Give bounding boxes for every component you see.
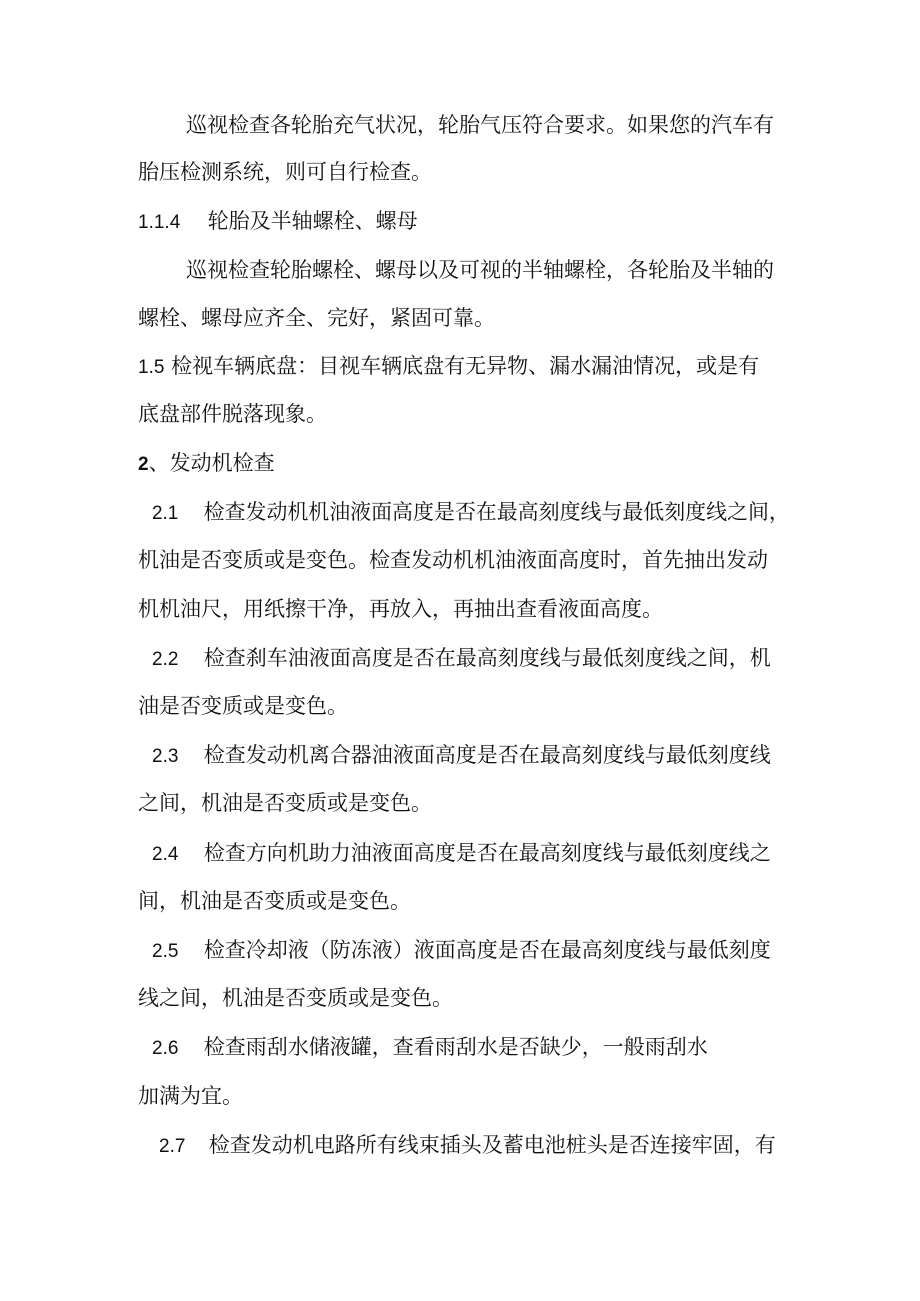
item-2-1-line-1 bbox=[152, 497, 790, 527]
section-text: 检视车辆底盘：目视车辆底盘有无异物、漏水漏油情况，或是有 bbox=[171, 354, 760, 378]
item-number: 2.1 bbox=[152, 503, 179, 524]
item-text: 检查发动机机油液面高度是否在最高刻度线与最低刻度线之间， bbox=[203, 500, 790, 524]
section-number: 2 bbox=[138, 454, 149, 475]
section-title: 、发动机检查 bbox=[148, 451, 275, 475]
item-text: 检查雨刮水储液罐，查看雨刮水是否缺少，一般雨刮水 bbox=[203, 1035, 708, 1059]
paragraph-2-line-2: 螺栓、螺母应齐全、完好，紧固可靠。 bbox=[138, 306, 495, 330]
item-2-1-line-2: 机油是否变质或是变色。检查发动机机油液面高度时，首先抽出发动 bbox=[138, 548, 768, 572]
item-2-4-line-1 bbox=[152, 838, 771, 868]
item-2-6-line-1 bbox=[152, 1032, 708, 1062]
item-2-4-line-2: 间，机油是否变质或是变色。 bbox=[138, 889, 411, 913]
item-2-3-line-1 bbox=[152, 740, 771, 770]
section-1-5-line-2: 底盘部件脱落现象。 bbox=[138, 402, 327, 426]
paragraph-1-line-1: 巡视检查各轮胎充气状况，轮胎气压符合要求。如果您的汽车有 bbox=[186, 113, 774, 137]
item-text: 检查冷却液（防冻液）液面高度是否在最高刻度线与最低刻度 bbox=[203, 938, 771, 962]
paragraph-2-line-1: 巡视检查轮胎螺栓、螺母以及可视的半轴螺栓，各轮胎及半轴的 bbox=[186, 258, 774, 282]
item-number: 2.2 bbox=[152, 649, 179, 670]
section-1-5-line-1 bbox=[138, 351, 759, 381]
paragraph-1-line-2: 胎压检测系统，则可自行检查。 bbox=[138, 160, 432, 184]
item-2-3-line-2: 之间，机油是否变质或是变色。 bbox=[138, 791, 432, 815]
section-heading-1-1-4 bbox=[138, 206, 418, 236]
item-text: 检查刹车油液面高度是否在最高刻度线与最低刻度线之间，机 bbox=[203, 646, 771, 670]
section-heading-2 bbox=[138, 448, 275, 478]
item-number: 2.4 bbox=[152, 844, 179, 865]
item-text: 检查发动机电路所有线束插头及蓄电池桩头是否连接牢固，有 bbox=[208, 1133, 776, 1157]
item-2-2-line-2: 油是否变质或是变色。 bbox=[138, 694, 348, 718]
item-2-6-line-2: 加满为宜。 bbox=[138, 1084, 243, 1108]
item-number: 2.6 bbox=[152, 1038, 179, 1059]
item-2-5-line-2: 线之间，机油是否变质或是变色。 bbox=[138, 986, 453, 1010]
item-2-1-line-3: 机机油尺，用纸擦干净，再放入，再抽出查看液面高度。 bbox=[138, 597, 663, 621]
section-title: 轮胎及半轴螺栓、螺母 bbox=[207, 209, 418, 233]
item-2-5-line-1 bbox=[152, 935, 771, 965]
item-text: 检查发动机离合器油液面高度是否在最高刻度线与最低刻度线 bbox=[203, 743, 771, 767]
item-number: 2.5 bbox=[152, 941, 179, 962]
section-number: 1.1.4 bbox=[138, 212, 181, 233]
section-number: 1.5 bbox=[138, 357, 165, 378]
item-text: 检查方向机助力油液面高度是否在最高刻度线与最低刻度线之 bbox=[203, 841, 771, 865]
item-number: 2.3 bbox=[152, 746, 179, 767]
item-2-7-line-1 bbox=[159, 1130, 776, 1160]
item-number: 2.7 bbox=[159, 1136, 186, 1157]
item-2-2-line-1 bbox=[152, 643, 771, 673]
